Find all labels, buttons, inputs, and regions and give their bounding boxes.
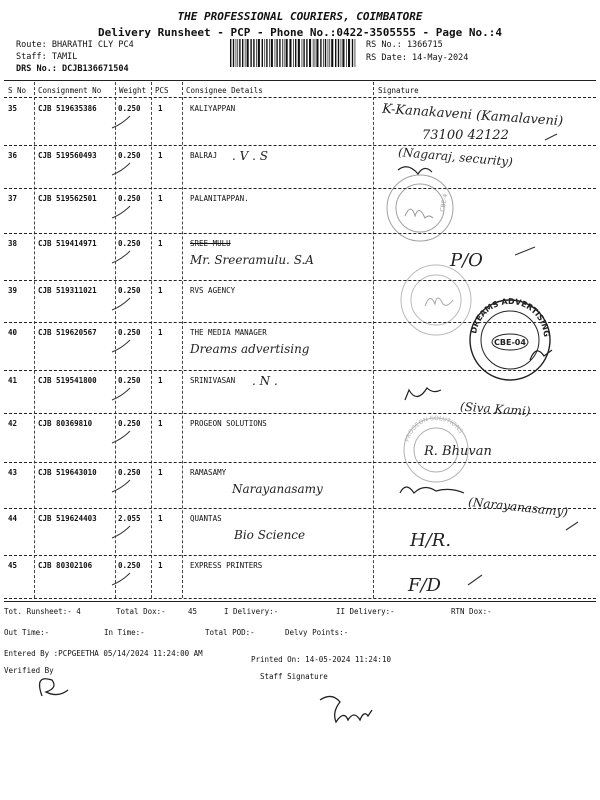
tot-runsheet: Tot. Runsheet:- 4	[4, 607, 81, 616]
row-consignment: CJB 80302106	[38, 561, 93, 570]
row-consignment: CJB 519311021	[38, 286, 97, 295]
row-sno: 35	[8, 104, 18, 113]
footer-rule	[4, 601, 596, 602]
cbe4-stamp	[387, 175, 453, 241]
row-sno: 36	[8, 151, 18, 160]
signature-35b: 73100 42122	[422, 128, 509, 143]
row-weight: 0.250	[118, 376, 141, 385]
row-handwritten-note: Bio Science	[234, 528, 306, 542]
row-consignment: CJB 519643010	[38, 468, 97, 477]
row-weight: 0.250	[118, 328, 141, 337]
row-pcs: 1	[158, 239, 163, 248]
row-sno: 37	[8, 194, 18, 203]
row-weight: 0.250	[118, 104, 141, 113]
delvy-points: Delvy Points:-	[285, 628, 349, 637]
row-pcs: 1	[158, 468, 163, 477]
row-consignment: CJB 519541800	[38, 376, 97, 385]
company-title: THE PROFESSIONAL COURIERS, COIMBATORE	[177, 10, 423, 23]
route-label: Route: BHARATHI CLY PC4	[16, 40, 134, 50]
row-pcs: 1	[158, 376, 163, 385]
row-consignment: CJB 80369810	[38, 419, 93, 428]
progeon-stamp-text: PROGEON SOLUTIONS	[403, 414, 465, 443]
row-sno: 39	[8, 286, 18, 295]
row-pcs: 1	[158, 561, 163, 570]
col-pcs-header: PCS	[155, 86, 169, 95]
row-handwritten-note: . V . S	[232, 149, 268, 163]
runsheet-subtitle: Delivery Runsheet - PCP - Phone No.:0422-3505555 - Page No.:4	[98, 26, 502, 39]
staff-label: Staff: TAMIL	[16, 52, 78, 62]
row-handwritten-note: Mr. Sreeramulu. S.A	[190, 253, 314, 267]
total-dox-label: Total Dox:-	[116, 607, 166, 616]
signature-41: (Siva Kami)	[459, 399, 531, 419]
dreams-stamp-center: CBE-04	[494, 338, 526, 347]
row-consignment: CJB 519562501	[38, 194, 97, 203]
entered-by: Entered By :PCPGEETHA 05/14/2024 11:24:00 AM	[4, 649, 203, 658]
row-handwritten-note: Narayanasamy	[232, 482, 323, 496]
row-consignment: CJB 519635386	[38, 104, 97, 113]
rtn-dox: RTN Dox:-	[451, 607, 492, 616]
printed-on: Printed On: 14-05-2024 11:24:10	[251, 655, 391, 664]
col-signature-header: Signature	[378, 86, 419, 95]
signature-44a: (Narayanasamy)	[467, 494, 569, 520]
row-pcs: 1	[158, 286, 163, 295]
col-weight-header: Weight	[119, 86, 147, 95]
progeon-stamp	[404, 415, 468, 482]
row-pcs: 1	[158, 514, 163, 523]
row-consignee: KALIYAPPAN	[190, 104, 236, 113]
total-dox-value: 45	[188, 607, 198, 616]
row-consignee: THE MEDIA MANAGER	[190, 328, 267, 337]
courier-stamp	[401, 265, 471, 335]
row-consignee: RVS AGENCY	[190, 286, 236, 295]
row-handwritten-note: Dreams advertising	[190, 342, 310, 356]
row-consignee: SREE MULU	[190, 239, 231, 248]
row-consignment: CJB 519560493	[38, 151, 97, 160]
row-weight: 0.250	[118, 151, 141, 160]
signature-42: R. Bhuvan	[424, 444, 492, 459]
row-consignee: RAMASAMY	[190, 468, 227, 477]
row-consignee: PALANITAPPAN.	[190, 194, 249, 203]
signature-44b: H/R.	[410, 530, 452, 551]
row-consignee: PROGEON SOLUTIONS	[190, 419, 267, 428]
row-sno: 38	[8, 239, 18, 248]
verified-scribble	[40, 679, 68, 696]
signature-45: F/D	[408, 575, 441, 596]
row-sno: 45	[8, 561, 18, 570]
row-consignee: BALRAJ	[190, 151, 218, 160]
row-consignee: EXPRESS PRINTERS	[190, 561, 263, 570]
row-sno: 41	[8, 376, 18, 385]
row-weight: 0.250	[118, 286, 141, 295]
row-consignee: QUANTAS	[190, 514, 222, 523]
in-time: In Time:-	[104, 628, 145, 637]
verified-by: Verified By	[4, 666, 54, 675]
row-consignment: CJB 519624403	[38, 514, 97, 523]
row-weight: 0.250	[118, 561, 141, 570]
col-consignee-header: Consignee Details	[186, 86, 263, 95]
row-weight: 0.250	[118, 419, 141, 428]
row-pcs: 1	[158, 104, 163, 113]
dreams-advertising-stamp	[469, 297, 551, 380]
row-sno: 44	[8, 514, 18, 523]
row-weight: 2.055	[118, 514, 141, 523]
cbe4-stamp-text: CBE-4	[439, 193, 450, 213]
rs-number: RS No.: 1366715	[366, 40, 443, 50]
row-pcs: 1	[158, 151, 163, 160]
out-time: Out Time:-	[4, 628, 50, 637]
row-weight: 0.250	[118, 194, 141, 203]
row-consignee: SRINIVASAN	[190, 376, 236, 385]
row-weight: 0.250	[118, 468, 141, 477]
staff-signature: Staff Signature	[260, 672, 328, 681]
col-sno-header: S No	[8, 86, 27, 95]
row-sno: 42	[8, 419, 18, 428]
row-handwritten-note: . N .	[252, 374, 278, 388]
rs-date: RS Date: 14-May-2024	[366, 53, 469, 63]
row-pcs: 1	[158, 419, 163, 428]
row-consignment: CJB 519414971	[38, 239, 97, 248]
total-pod: Total POD:-	[205, 628, 255, 637]
tick-marks	[468, 134, 578, 585]
staff-scribble	[320, 696, 372, 722]
i-delivery: I Delivery:-	[224, 607, 279, 616]
signature-36: (Nagaraj, security)	[397, 145, 514, 169]
drs-number: DRS No.: DCJB136671504	[16, 64, 129, 74]
signature-38: P/O	[450, 250, 483, 271]
row-consignment: CJB 519620567	[38, 328, 97, 337]
row-sno: 40	[8, 328, 18, 337]
dreams-stamp-text: DREAMS ADVERTISING	[469, 296, 552, 338]
row-sno: 43	[8, 468, 18, 477]
ii-delivery: II Delivery:-	[336, 607, 395, 616]
row-pcs: 1	[158, 194, 163, 203]
row-pcs: 1	[158, 328, 163, 337]
signature-35a: K-Kanakaveni (Kamalaveni)	[381, 101, 564, 130]
svg-text:DREAMS ADVERTISING	[469, 297, 551, 338]
row-weight: 0.250	[118, 239, 141, 248]
col-consignment-header: Consignment No	[38, 86, 102, 95]
